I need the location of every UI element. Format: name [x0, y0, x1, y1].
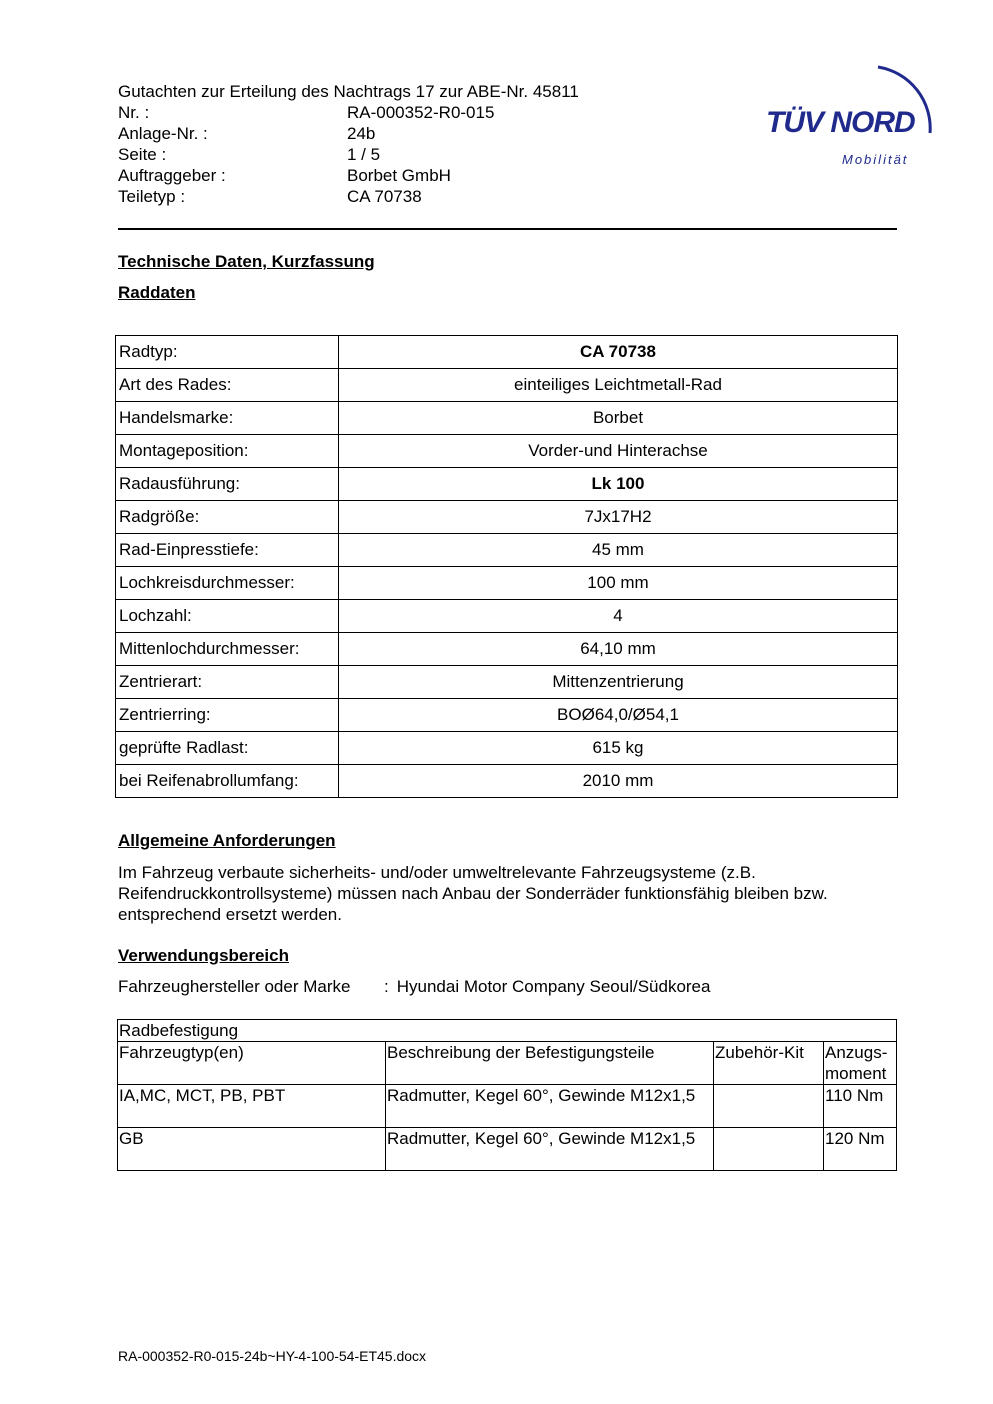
- cell-typ: IA,MC, MCT, PB, PBT: [118, 1085, 386, 1128]
- table-title-row: [118, 1020, 897, 1042]
- cell-kit: [714, 1128, 824, 1171]
- header-key: Nr. :: [118, 103, 150, 122]
- spec-value: Vorder-und Hinterachse: [339, 435, 898, 468]
- spec-label: Montageposition:: [116, 435, 339, 468]
- header-row-anlage: [118, 123, 375, 144]
- spec-label: Radgröße:: [116, 501, 339, 534]
- raddaten-title: Raddaten: [118, 283, 196, 302]
- cell-beschreibung: Radmutter, Kegel 60°, Gewinde M12x1,5: [386, 1128, 714, 1171]
- cell-typ: GB: [118, 1128, 386, 1171]
- spec-label: Lochzahl:: [116, 600, 339, 633]
- header-value: Borbet GmbH: [347, 166, 451, 185]
- spec-label: Zentrierring:: [116, 699, 339, 732]
- logo-subtitle: Mobilität: [842, 152, 909, 167]
- verwendung-title: Verwendungsbereich: [118, 946, 289, 965]
- spec-value: Lk 100: [339, 468, 898, 501]
- table-row: [116, 402, 898, 435]
- header-value: 1 / 5: [347, 145, 381, 164]
- header-value: RA-000352-R0-015: [347, 103, 495, 122]
- table-row: [116, 699, 898, 732]
- spec-label: Lochkreisdurchmesser:: [116, 567, 339, 600]
- section-title: Technische Daten, Kurzfassung: [118, 252, 375, 271]
- header-fahrzeugtyp: Fahrzeugtyp(en): [118, 1042, 386, 1085]
- table-row: [116, 666, 898, 699]
- raddaten-table: [115, 335, 898, 798]
- spec-label: Zentrierart:: [116, 666, 339, 699]
- cell-beschreibung: Radmutter, Kegel 60°, Gewinde M12x1,5: [386, 1085, 714, 1128]
- spec-label: bei Reifenabrollumfang:: [116, 765, 339, 798]
- table-header-row: [118, 1042, 897, 1085]
- document-title: Gutachten zur Erteilung des Nachtrags 17 zur ABE-Nr. 45811: [118, 82, 579, 101]
- spec-label: Mittenlochdurchmesser:: [116, 633, 339, 666]
- table-row: [116, 765, 898, 798]
- spec-value: 100 mm: [339, 567, 898, 600]
- cell-moment: 120 Nm: [824, 1128, 897, 1171]
- header-row-seite: [118, 144, 380, 165]
- spec-label: Handelsmarke:: [116, 402, 339, 435]
- header-divider: [118, 228, 897, 230]
- header-value: 24b: [347, 124, 376, 143]
- header-row-auftraggeber: [118, 165, 451, 186]
- table-row: [116, 534, 898, 567]
- spec-value: Mittenzentrierung: [339, 666, 898, 699]
- spec-value: 4: [339, 600, 898, 633]
- header-key: Auftraggeber :: [118, 166, 226, 185]
- header-row-teiletyp: [118, 186, 422, 207]
- header-anzugsmoment: Anzugs- moment: [824, 1042, 897, 1085]
- header-row-nr: [118, 102, 494, 123]
- table-row: [116, 600, 898, 633]
- footer-filename: RA-000352-R0-015-24b~HY-4-100-54-ET45.docx: [118, 1348, 427, 1364]
- spec-value: Borbet: [339, 402, 898, 435]
- header-key: Teiletyp :: [118, 187, 186, 206]
- header-key: Seite :: [118, 145, 167, 164]
- radbefestigung-title: Radbefestigung: [118, 1020, 897, 1042]
- spec-value: CA 70738: [339, 336, 898, 369]
- cell-moment: 110 Nm: [824, 1085, 897, 1128]
- allgemeine-title: Allgemeine Anforderungen: [118, 831, 336, 850]
- header-value: CA 70738: [347, 187, 422, 206]
- header-key: Anlage-Nr. :: [118, 124, 208, 143]
- spec-label: geprüfte Radlast:: [116, 732, 339, 765]
- manufacturer-separator: :: [384, 977, 389, 996]
- spec-value: 45 mm: [339, 534, 898, 567]
- spec-value: BOØ64,0/Ø54,1: [339, 699, 898, 732]
- spec-label: Art des Rades:: [116, 369, 339, 402]
- table-row: [118, 1085, 897, 1128]
- spec-value: 615 kg: [339, 732, 898, 765]
- table-row: [116, 633, 898, 666]
- manufacturer-value: Hyundai Motor Company Seoul/Südkorea: [396, 977, 711, 996]
- spec-value: 7Jx17H2: [339, 501, 898, 534]
- table-row: [116, 369, 898, 402]
- spec-label: Rad-Einpresstiefe:: [116, 534, 339, 567]
- table-row: [116, 468, 898, 501]
- radbefestigung-table: [117, 1019, 897, 1171]
- spec-label: Radausführung:: [116, 468, 339, 501]
- header-zubehoer: Zubehör-Kit: [714, 1042, 824, 1085]
- table-row: [116, 336, 898, 369]
- header-beschreibung: Beschreibung der Befestigungsteile: [386, 1042, 714, 1085]
- manufacturer-line: [118, 977, 710, 997]
- spec-value: 2010 mm: [339, 765, 898, 798]
- spec-value: einteiliges Leichtmetall-Rad: [339, 369, 898, 402]
- cell-kit: [714, 1085, 824, 1128]
- manufacturer-label: Fahrzeughersteller oder Marke: [118, 977, 351, 996]
- table-row: [116, 501, 898, 534]
- table-row: [118, 1128, 897, 1171]
- allgemeine-text: Im Fahrzeug verbaute sicherheits- und/oder umweltrelevante Fahrzeugsysteme (z.B. Reifendruckkontrollsysteme) müssen nach Anbau der Sonderräder funktionsfähig bleiben bzw. entsprechend ersetzt werden.: [118, 863, 828, 924]
- table-row: [116, 567, 898, 600]
- logo-wordmark: TÜV NORD: [766, 106, 915, 139]
- table-row: [116, 732, 898, 765]
- spec-value: 64,10 mm: [339, 633, 898, 666]
- spec-label: Radtyp:: [116, 336, 339, 369]
- table-row: [116, 435, 898, 468]
